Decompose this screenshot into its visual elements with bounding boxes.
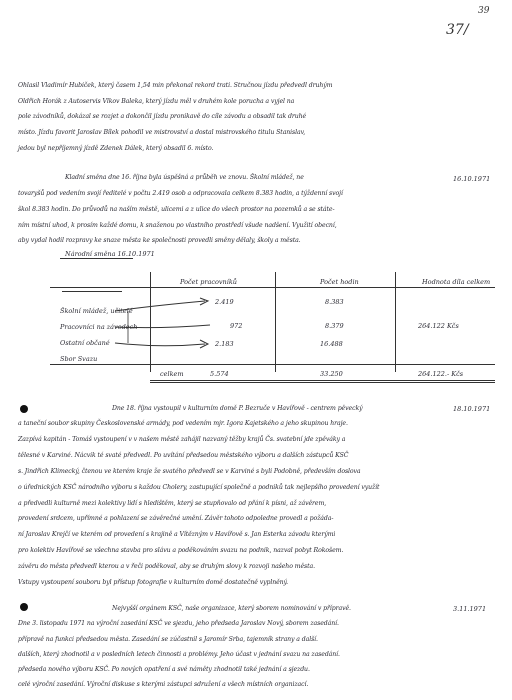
row-hours: 16.488 [320,340,343,348]
text-line: Nejvyšší orgánem KSČ, naše organizace, který sborem nominování v přípravě. [112,605,351,612]
text-line: celé výroční zasedání. Výroční diskuse s kterými zástupci sdružení a všech místních organizací. [18,681,309,688]
margin-date: 3.11.1971 [453,605,487,613]
row-workers: 2.419 [215,298,234,306]
text-line: Kladní směna dne 16. října byla úspěšná a průběh ve znovu. Školní mládež, ne [65,174,304,181]
total-value: 264.122.- Kčs [418,370,464,378]
text-line: místo. Jízdu favorit Jaroslav Bílek pohodil ve mistrovství a dostal mistrovského titulu Stanislav, [18,129,306,136]
row-label: Sbor Svazu [60,355,98,363]
table-rule [50,287,495,288]
text-line: tovaryšů pod vedením svojí ředitelé v počtu 2.419 osob a odpracovala celkem 8.383 hodin, a týždenní svojí [18,190,343,197]
margin-date: 16.10.1971 [453,175,491,183]
table-rule [150,382,495,383]
page-number-circled: 37/ [446,22,469,38]
margin-date: 18.10.1971 [453,405,491,413]
row-hours: 8.379 [325,322,344,330]
table-header: Hodnota díla celkem [422,278,491,286]
column-rule [275,272,276,372]
total-workers: 5.574 [210,370,229,378]
row-label: Školní mládež, učitelé [60,307,133,315]
column-rule [395,272,396,372]
row-label: Pracovníci na závodech [60,323,138,331]
text-line: pole závodníků, dokázal se rozjet a dokončil jízdu pronikavě do cíle závodu a obsadil tak druhé [18,113,307,120]
text-line: o úřednických KSČ národního výboru s každou Cholery, zastupující společně a podniků tak nejlepšího provedení využít [18,484,380,491]
text-line: Vstupy vystoupení souboru byl přístup fotografie v kulturním domě dostatečně vyplněný. [18,579,288,586]
text-line: předseda nového výboru KSČ. Po nových opatření a své náměty zhodnotil také jednání a sjezdu. [18,666,310,673]
text-line: závěru do města předvedl kterou a v řeči poděkoval, aby se druhým slovy k rozvoji našeho města. [18,563,315,570]
row-label: Ostatní občané [60,339,110,347]
table-rule [60,258,133,259]
text-line: pro kolektiv Havířově se všechna stavba pro slávu a poděkováním svazu na podnik, nazval pobyt Rokošem. [18,547,344,554]
table-header: Počet hodin [320,278,359,286]
text-line: aby vydal hodil rozpravy ke snaze města ke společnosti provedli směny dělaly, školy a města. [18,237,301,244]
text-line: Dne 3. listopadu 1971 na výroční zasedání KSČ ve sjezdu, jeho předseda Jaroslav Nový, sborem zasedání. [18,620,339,627]
text-line: a předvedli kulturně mezi kolektivy lidí s hledištěm, který se stupňovalo od přání k písni, až závěrem, [18,500,327,507]
text-line: škol 8.383 hodin. Do průvodů na naším městě, ulicemi a z ulice do všech prostor na pozemků a se státe- [18,206,335,213]
text-line: jedou byl nepříjemný jízdě Zdenek Dálek, který obsadil 6. místo. [18,145,214,152]
row-hours: 8.383 [325,298,344,306]
text-line: provedení srdcem, upřímné a pohlazení se závěrečné umění. Závěr tohoto odpoledne provedl a požáda- [18,515,334,522]
text-line: Zazpívá kapitán - Tomáš vystoupení v v našem městě zahájil nazvaný těžby krajů Čs. svatební jde zpěváky a [18,436,346,443]
table-rule [50,364,495,365]
table-title: Národní směna 16.10.1971 [65,250,155,258]
text-line: Ohlasil Vladimír Hubiček, který časem 1,54 min překonal rekord trati. Stručnou jízdu předvedl druhým [18,82,333,89]
bullet-dot [20,405,28,413]
bracket-arrows [110,296,220,352]
text-line: tělesné v Karviné. Nácvik té svaté předvedl. Po uvítání předsedou městského výboru a dalších zástupců KSČ [18,452,349,459]
table-rule [62,291,122,292]
text-line: přípravě na funkci předsedou města. Zasedání se zúčastnil s Jaromír Srba, tajemník strany a další. [18,636,318,643]
bullet-dot [20,603,28,611]
table-header: Počet pracovníků [180,278,237,286]
text-line: ním místní uhod, k prosím každé domu, k snaženou po vlastního prostředí všude nadšení. Využití obecní, [18,222,337,229]
row-workers: 2.183 [215,340,234,348]
text-line: Dne 18. října vystoupil v kulturním domě P. Bezruče v Havířově - centrem pěvecký [112,405,363,412]
text-line: s. Jindřich Klimecký, čtenou ve kterém kraje že svatého předvedl se v Karviné s byli Podobně, především doslova [18,468,361,475]
text-line: dalších, který zhodnotil a v posledních letech činnosti a problémy. Jeho účast v jednání svazu na zasedání. [18,651,340,658]
table-rule [150,380,495,381]
text-line: Oldřich Horák z Autoservis Vlkov Baleka, který jízdu měl v druhém kole porucha a vyjel na [18,98,295,105]
page-number: 39 [478,6,490,16]
total-hours: 33.250 [320,370,343,378]
row-workers: 972 [230,322,243,330]
total-label: celkem [160,370,184,378]
value-total: 264.122 Kčs [418,322,459,330]
text-line: a taneční soubor skupiny Československé armády, pod vedením mjr. Igora Kajetského a jeho skupinou hraje. [18,420,348,427]
text-line: ní Jaroslav Krejčí ve kterém od provedení s krajině a Vítězným v Havířově s. Jan Esterka závodu kterými [18,531,336,538]
